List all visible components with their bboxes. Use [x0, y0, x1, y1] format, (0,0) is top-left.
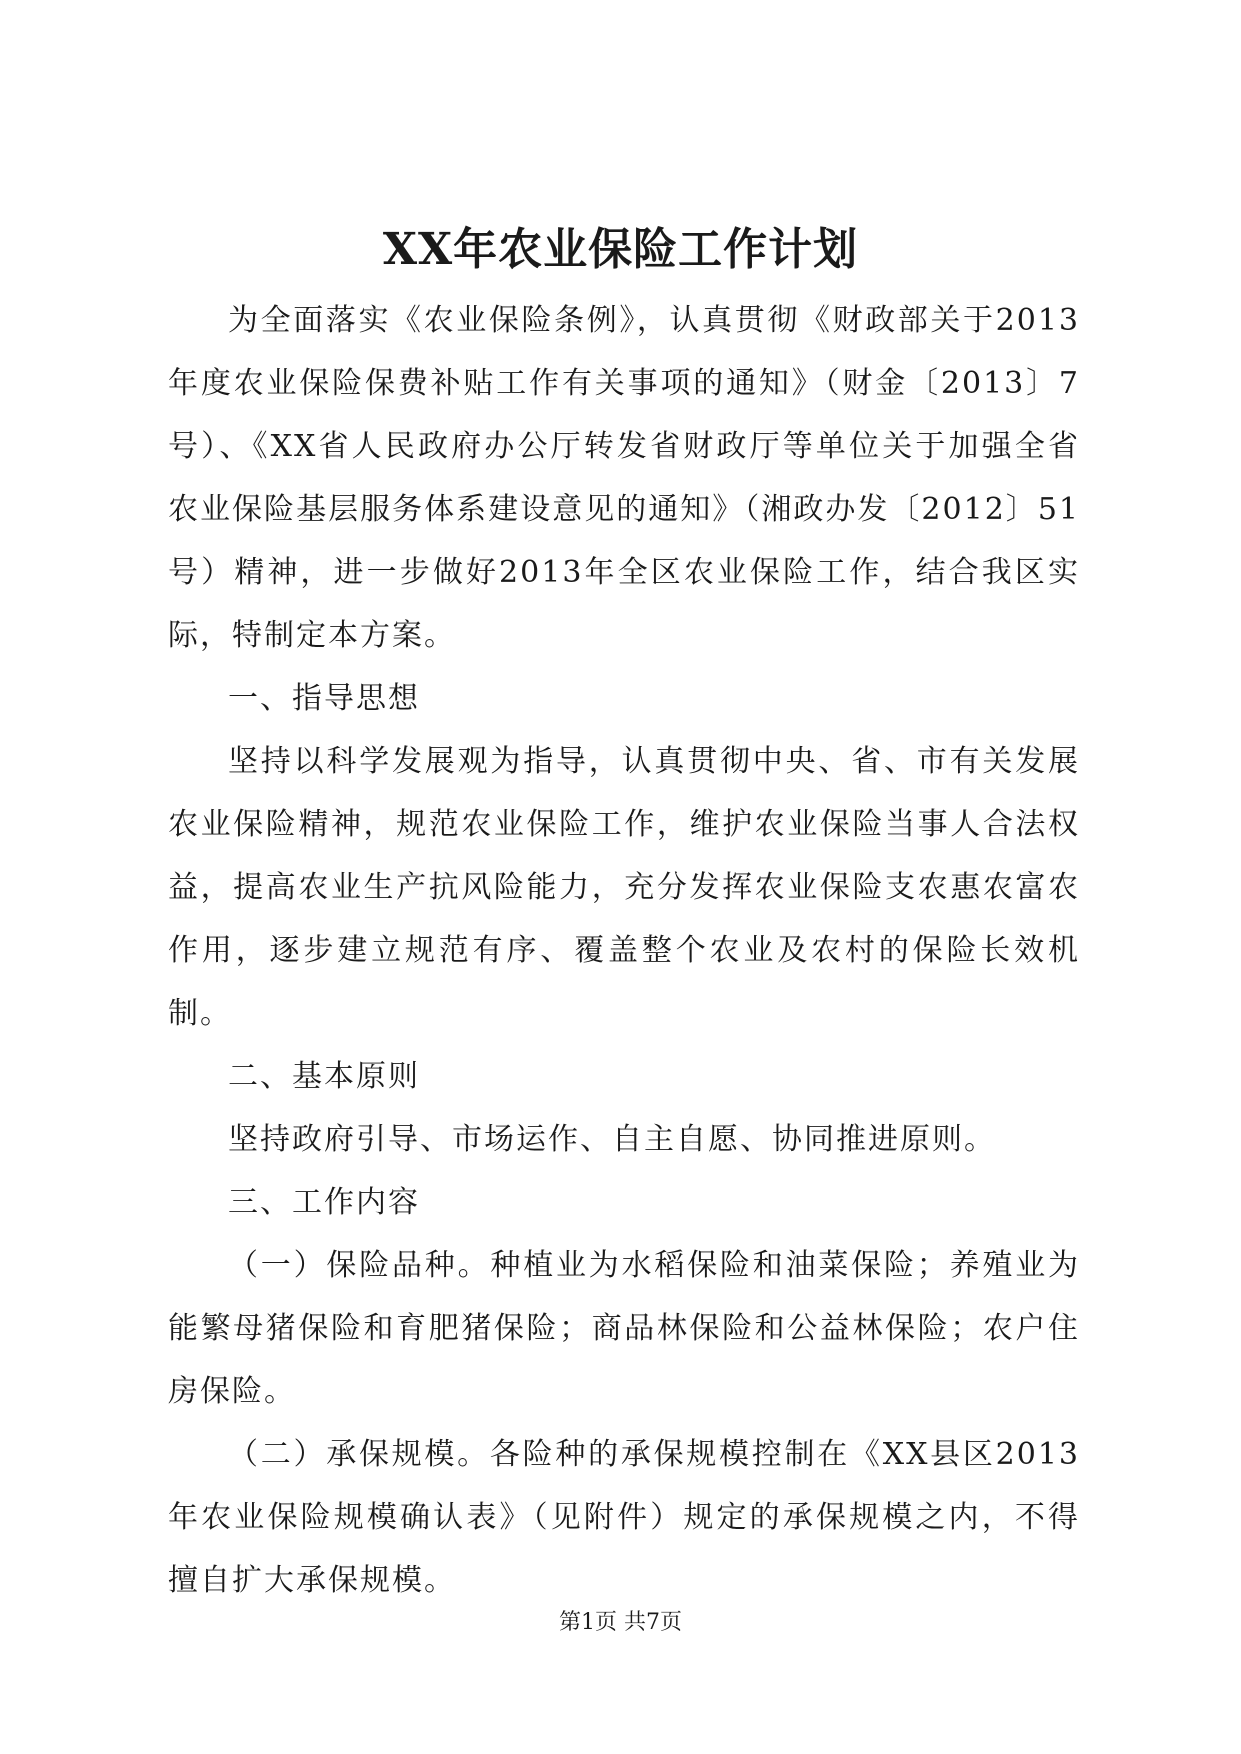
- section-heading-guiding-ideology: 一、指导思想: [228, 681, 420, 716]
- guiding-ideology-paragraph: 坚持以科学发展观为指导，认真贯彻中央、省、市有关发展农业保险精神，规范农业保险工作，维护农业保险当事人合法权益，提高农业生产抗风险能力，充分发挥农业保险支农惠农富农作用，逐步建立规范有序、覆盖整个农业及农村的保险长效机制。: [168, 744, 1080, 1031]
- document-title: XX年农业保险工作计划: [382, 224, 859, 275]
- section-heading-basic-principles: 二、基本原则: [228, 1059, 420, 1094]
- basic-principles-paragraph: 坚持政府引导、市场运作、自主自愿、协同推进原则。: [228, 1122, 996, 1157]
- underwriting-scale-paragraph: （二）承保规模。各险种的承保规模控制在《XX县区2013年农业保险规模确认表》（见附件）规定的承保规模之内，不得擅自扩大承保规模。: [168, 1437, 1080, 1598]
- intro-paragraph: 为全面落实《农业保险条例》，认真贯彻《财政部关于2013年度农业保险保费补贴工作有关事项的通知》（财金〔2013〕7号）、《XX省人民政府办公厅转发省财政厅等单位关于加强全省农业保险基层服务体系建设意见的通知》（湘政办发〔2012〕51号）精神，进一步做好2013年全区农业保险工作，结合我区实际，特制定本方案。: [168, 303, 1080, 653]
- section-heading-work-content: 三、工作内容: [228, 1185, 420, 1220]
- document-body: [168, 289, 1080, 1612]
- page-number-footer: 第1页 共7页: [559, 1610, 682, 1635]
- insurance-types-paragraph: （一）保险品种。种植业为水稻保险和油菜保险；养殖业为能繁母猪保险和育肥猪保险；商品林保险和公益林保险；农户住房保险。: [168, 1248, 1080, 1409]
